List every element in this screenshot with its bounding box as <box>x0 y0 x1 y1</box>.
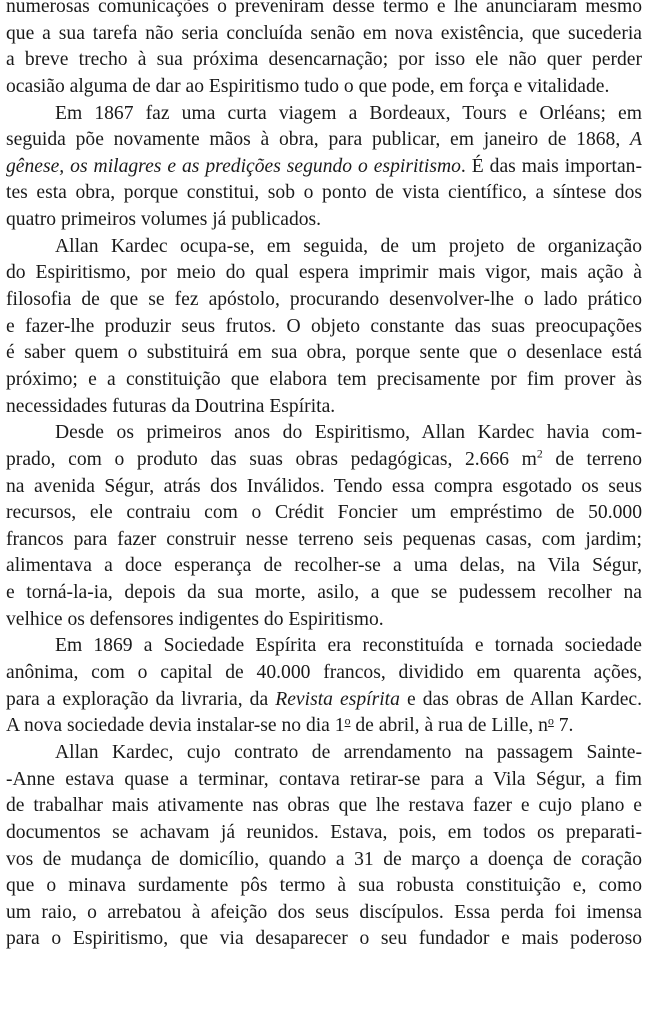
text-line: recursos, ele contraiu com o Crédit Foncier um empréstimo de 50.000 <box>6 502 642 524</box>
text-line: quatro primeiros volumes já publicados. <box>6 209 322 231</box>
text-line: para a exploração da livraria, da Revista espírita e das obras de Allan Kardec. <box>6 688 642 710</box>
text-line: ocasião alguma de dar ao Espiritismo tudo o que pode, em força e vitalidade. <box>6 75 610 97</box>
italic-title: A <box>630 129 642 151</box>
text-line: para o Espiritismo, que via desaparecer o seu fundador e mais poderoso <box>6 928 642 950</box>
text-line: é saber quem o substituirá em sua obra, porque sente que o desenlace está <box>6 342 642 364</box>
text-line: numerosas comunicações o preveniram desse termo e lhe anunciaram mesmo <box>6 0 642 17</box>
text-line: -Anne estava quase a terminar, contava retirar-se para a Vila Ségur, a fim <box>6 768 642 790</box>
paragraph-villa-segur <box>6 420 642 633</box>
text-line: necessidades futuras da Doutrina Espírita. <box>6 395 336 417</box>
text-line: Allan Kardec ocupa-se, em seguida, de um projeto de organização <box>55 235 642 257</box>
text-line: um raio, o arrebatou à afeição dos seus discípulos. Essa perda foi imensa <box>6 901 642 923</box>
text-line: e fazer-lhe produzir seus frutos. O objeto constante das suas preocupações <box>6 315 642 337</box>
paragraph-society-1869 <box>6 633 642 740</box>
text-line: do Espiritismo, por meio do qual espera imprimir mais vigor, mais ação à <box>6 262 642 284</box>
paragraph-kardec-death <box>6 740 642 953</box>
text-line: na avenida Ségur, atrás dos Inválidos. Tendo essa compra esgotado os seus <box>6 475 642 497</box>
text-line: que o minava surdamente pôs termo à sua robusta constituição e, como <box>6 875 642 897</box>
text-line: que a sua tarefa não seria concluída senão em nova existência, que sucederia <box>6 22 642 44</box>
text-line: e torná-la-ia, depois da sua morte, asilo, a que se pudessem recolher na <box>6 582 642 604</box>
paragraph-continuation <box>6 0 642 101</box>
text-line: próximo; e a constituição que elabora tem precisamente por fim prover às <box>6 368 642 390</box>
text-line: Desde os primeiros anos do Espiritismo, Allan Kardec havia com- <box>55 422 642 444</box>
paragraph-1867-trip <box>6 101 642 234</box>
text-line: vos de mudança de domicílio, quando a 31 de março a doença de coração <box>6 848 642 870</box>
text-line: gênese, os milagres e as predições segundo o espiritismo. É das mais importan- <box>6 155 642 177</box>
text-line: anônima, com o capital de 40.000 francos, dividido em quarenta ações, <box>6 662 642 684</box>
ordinal-indicator: o <box>344 714 351 728</box>
italic-title: Revista espírita <box>275 688 400 710</box>
text-line: filosofia de que se fez apóstolo, procurando desenvolver-lhe o lado prático <box>6 289 642 311</box>
ordinal-indicator: o <box>547 714 554 728</box>
text-line: tes esta obra, porque constitui, sob o ponto de vista científico, a síntese dos <box>6 182 642 204</box>
text-line: a breve trecho à sua próxima desencarnação; por isso ele não quer perder <box>6 49 642 71</box>
text-line: francos para fazer construir nesse terreno seis pequenas casas, com jardim; <box>6 528 642 550</box>
text-line: documentos se achavam já reunidos. Estava, pois, em todos os preparati- <box>6 821 642 843</box>
text-line: de trabalhar mais ativamente nas obras que lhe restava fazer e cujo plano e <box>6 795 642 817</box>
text-line: Em 1867 faz uma curta viagem a Bordeaux, Tours e Orléans; em <box>55 102 642 124</box>
text-line: prado, com o produto das suas obras pedagógicas, 2.666 $m^2$ de terreno <box>6 447 642 470</box>
superscript: 2 <box>536 447 543 461</box>
text-line: alimentava a doce esperança de recolher-se a uma delas, na Vila Ségur, <box>6 555 642 577</box>
text-line: Allan Kardec, cujo contrato de arrendamento na passagem Sainte- <box>55 741 642 763</box>
italic-title: gênese, os milagres e as predições segundo o espiritismo <box>6 155 461 177</box>
text-line: velhice os defensores indigentes do Espiritismo. <box>6 608 384 630</box>
text-line: Em 1869 a Sociedade Espírita era reconstituída e tornada sociedade <box>55 635 642 657</box>
text-line: A nova sociedade devia instalar-se no dia 1$^o$ de abril, à rua de Lille, $n^o$ 7. <box>6 714 574 737</box>
paragraph-organization-project <box>6 234 642 420</box>
text-line: seguida põe novamente mãos à obra, para publicar, em janeiro de 1868, A <box>6 129 642 151</box>
